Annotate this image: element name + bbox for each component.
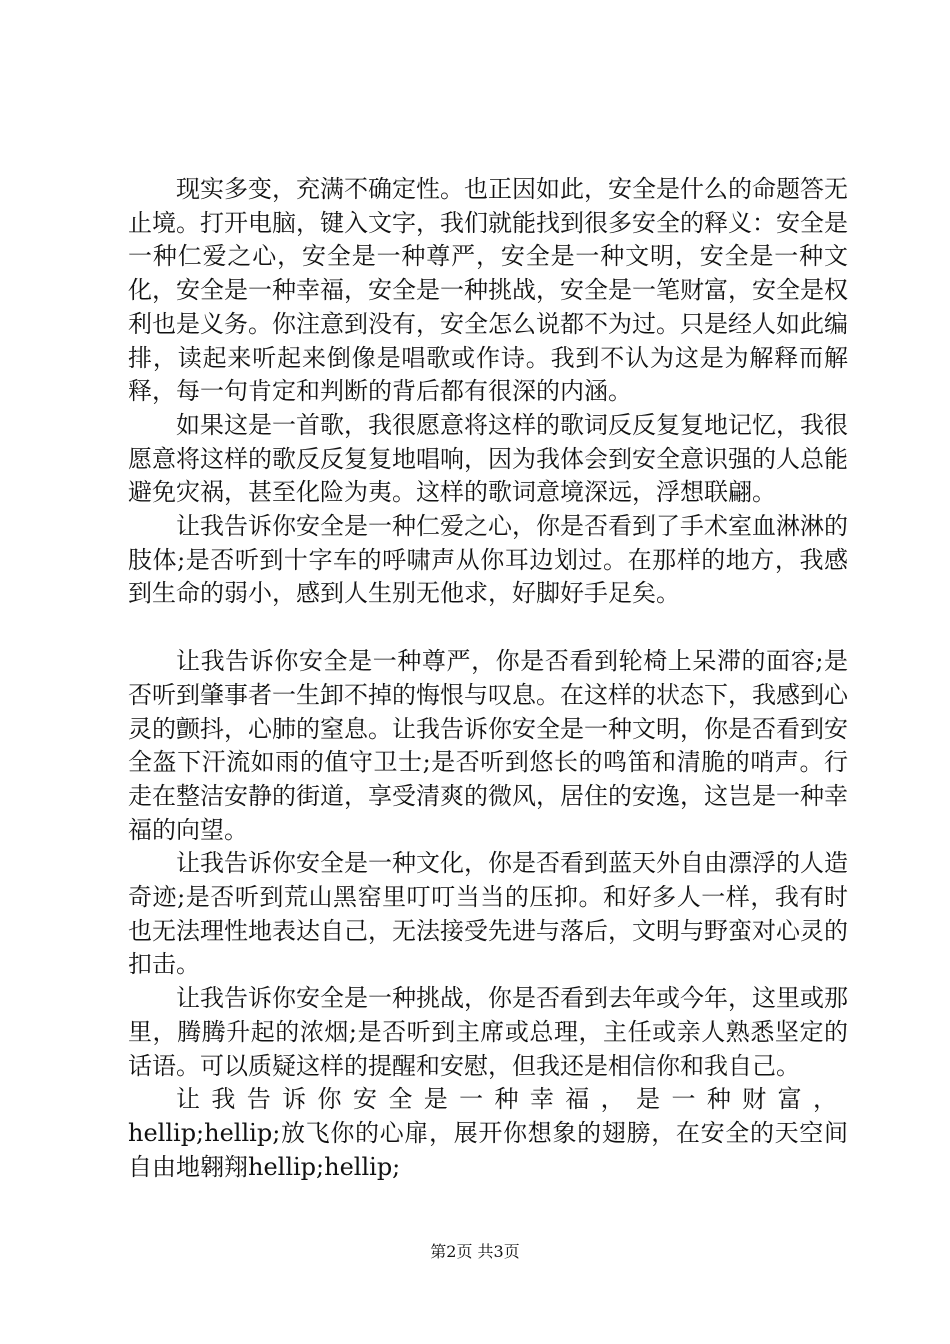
paragraph-3: 让我告诉你安全是一种仁爱之心，你是否看到了手术室血淋淋的肢体;是否听到十字车的呼啸声从你耳边划过。在那样的地方，我感到生命的弱小，感到人生别无他求，好脚好手足矣。 <box>128 512 848 608</box>
paragraph-7-tail: hellip;hellip;放飞你的心扉，展开你想象的翅膀，在安全的天空间自由地翱翔hellip;hellip; <box>128 1118 848 1181</box>
paragraph-5: 让我告诉你安全是一种文化，你是否看到蓝天外自由漂浮的人造奇迹;是否听到荒山黑窑里叮叮当当的压抑。和好多人一样，我有时也无法理性地表达自己，无法接受先进与落后，文明与野蛮对心灵的扣击。 <box>128 849 848 979</box>
paragraph-2: 如果这是一首歌，我很愿意将这样的歌词反反复复地记忆，我很愿意将这样的歌反反复复地唱响，因为我体会到安全意识强的人总能避免灾祸，甚至化险为夷。这样的歌词意境深远，浮想联翩。 <box>128 410 848 507</box>
paragraph-4: 让我告诉你安全是一种尊严，你是否看到轮椅上呆滞的面容;是否听到肇事者一生卸不掉的悔恨与叹息。在这样的状态下，我感到心灵的颤抖，心肺的窒息。让我告诉你安全是一种文明，你是否看到安全盔下汗流如雨的值守卫士;是否听到悠长的鸣笛和清脆的哨声。行走在整洁安静的街道，享受清爽的微风，居住的安逸，这岂是一种幸福的向望。 <box>128 647 848 844</box>
paragraph-1: 现实多变，充满不确定性。也正因如此，安全是什么的命题答无止境。打开电脑，键入文字，我们就能找到很多安全的释义：安全是一种仁爱之心，安全是一种尊严，安全是一种文明，安全是一种文化，安全是一种幸福，安全是一种挑战，安全是一笔财富，安全是权利也是义务。你注意到没有，安全怎么说都不为过。只是经人如此编排，读起来听起来倒像是唱歌或作诗。我到不认为这是为解释而解释，每一句肯定和判断的背后都有很深的内涵。 <box>128 175 848 406</box>
paragraph-7 <box>128 1083 848 1184</box>
paragraph-6: 让我告诉你安全是一种挑战，你是否看到去年或今年，这里或那里，腾腾升起的浓烟;是否听到主席或总理，主任或亲人熟悉坚定的话语。可以质疑这样的提醒和安慰，但我还是相信你和我自己。 <box>128 984 848 1080</box>
paragraph-7-head: 让我告诉你安全是一种幸福，是一种财富， <box>176 1085 848 1114</box>
document-body <box>128 173 848 1184</box>
page-footer: 第2页 共3页 <box>430 1242 520 1261</box>
